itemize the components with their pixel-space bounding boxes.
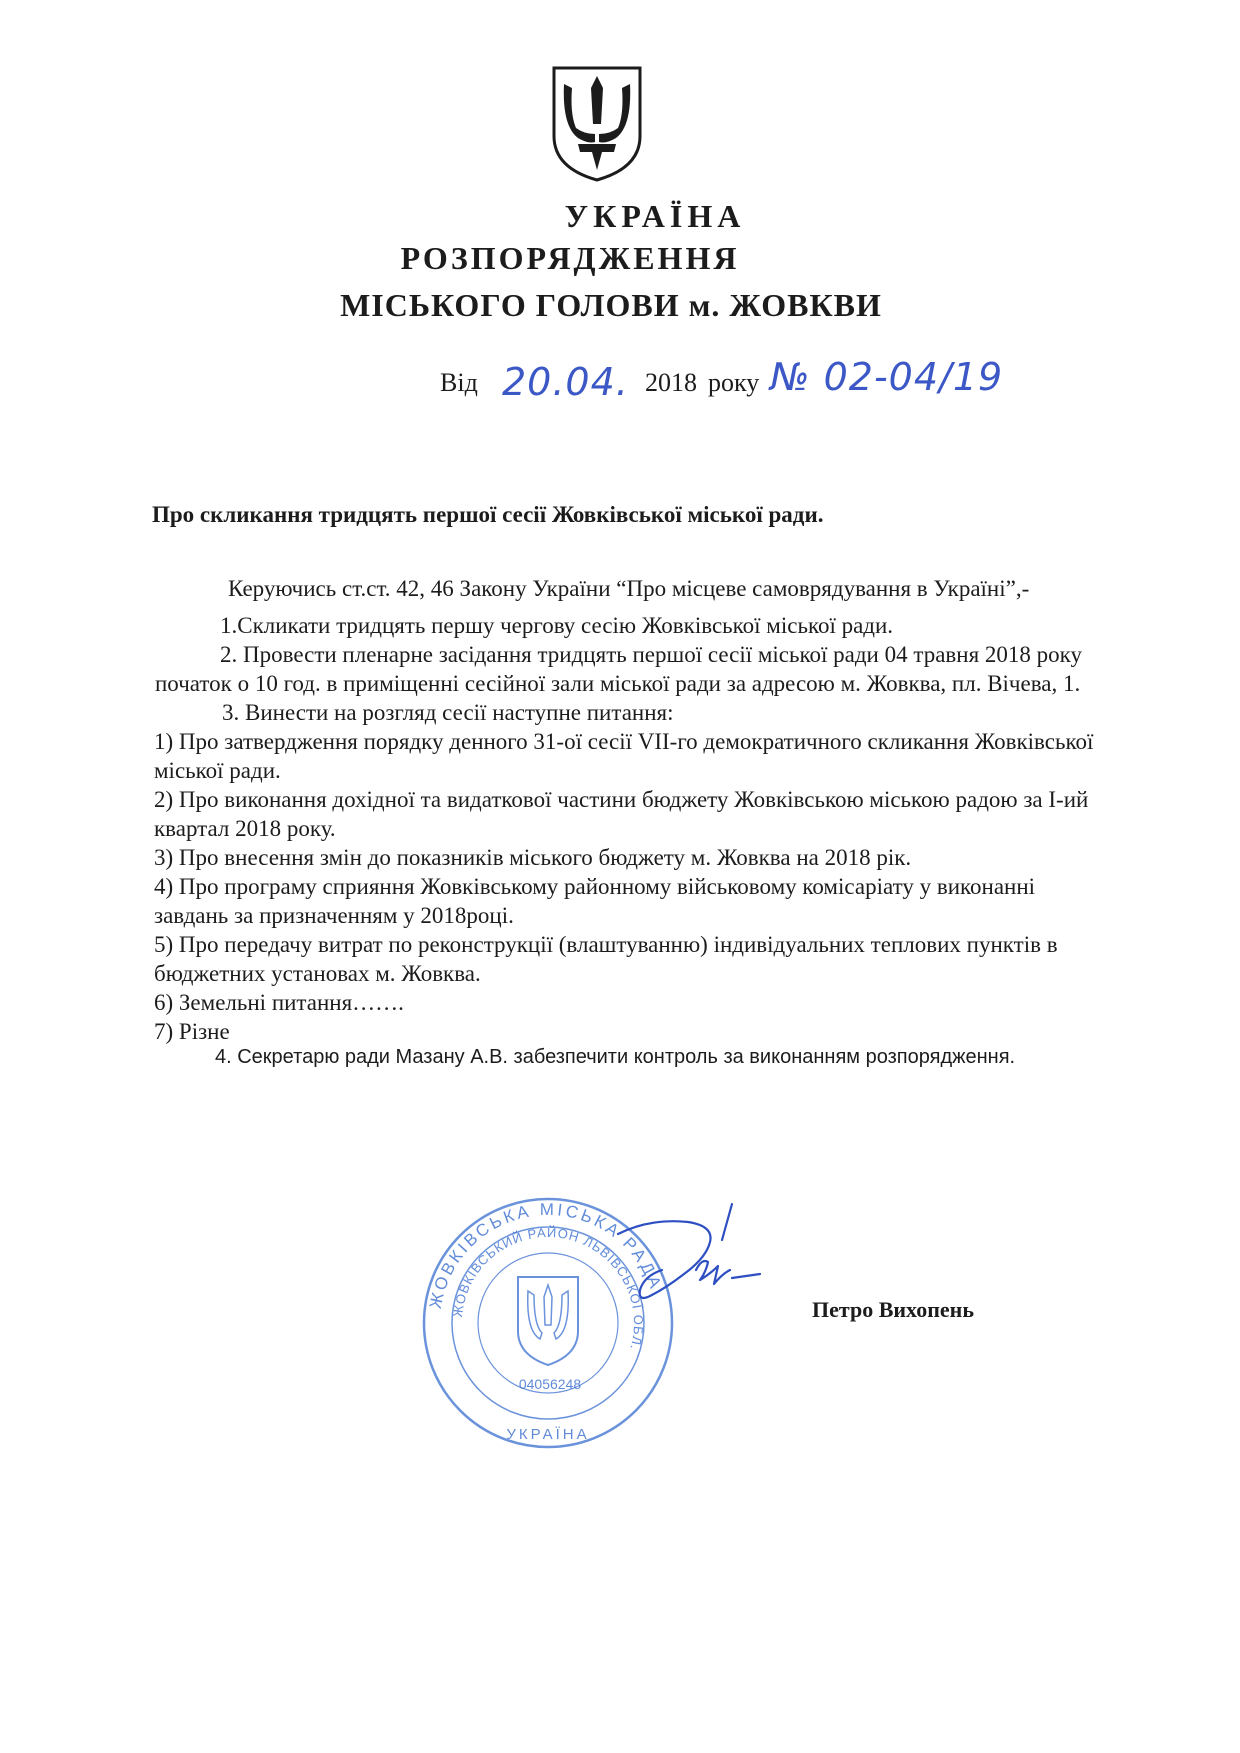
item-2-line-1: 2. Провести пленарне засідання тридцять першої сесії міської ради 04 травня 2018 року	[220, 642, 1083, 667]
issuer-title: МІСЬКОГО ГОЛОВИ м. ЖОВКВИ	[340, 287, 882, 323]
handwritten-signature-icon	[610, 1200, 780, 1320]
agenda-item: 1) Про затвердження порядку денного 31-ої сесії VII-го демократичного скликання Жовківської	[154, 729, 1094, 754]
agenda-item: 6) Земельні питання…….	[154, 990, 404, 1015]
agenda-item: 3) Про внесення змін до показників міського бюджету м. Жовква на 2018 рік.	[154, 845, 912, 870]
document-type-title: РОЗПОРЯДЖЕННЯ	[400, 240, 740, 276]
agenda-item-continuation: бюджетних установах м. Жовква.	[154, 961, 481, 986]
agenda-item: 4) Про програму сприяння Жовківському районному військовому комісаріату у виконанні	[154, 874, 1036, 899]
handwritten-date: 20.04.	[502, 360, 629, 404]
date-year: 2018	[645, 368, 697, 397]
stamp-outer-text: ЖОВКІВСЬКА МІСЬКА РАДА	[425, 1199, 666, 1311]
item-1: 1.Скликати тридцять першу чергову сесію Жовківської міської ради.	[220, 613, 894, 638]
item-4: 4. Секретарю ради Мазану А.В. забезпечити контроль за виконанням розпорядження.	[215, 1046, 1016, 1068]
stamp-code: 04056248	[518, 1376, 582, 1392]
item-2-line-2: початок о 10 год. в приміщенні сесійної зали міської ради за адресою м. Жовква, пл. Вічева, 1.	[155, 671, 1081, 696]
document-subject: Про скликання тридцять першої сесії Жовківської міської ради.	[152, 502, 824, 527]
date-prefix: Від	[440, 368, 478, 397]
agenda-item-continuation: міської ради.	[154, 758, 281, 783]
signer-name: Петро Вихопень	[812, 1297, 974, 1322]
agenda-item-continuation: квартал 2018 року.	[154, 816, 336, 841]
date-year-word: року	[708, 368, 760, 397]
stamp-inner-text: ЖОВКІВСЬКИЙ РАЙОН ЛЬВІВСЬКОЇ ОБЛ.	[450, 1224, 647, 1353]
country-title: УКРАЇНА	[564, 198, 746, 234]
item-3: 3. Винести на розгляд сесії наступне питання:	[222, 700, 674, 725]
agenda-item: 2) Про виконання дохідної та видаткової частини бюджету Жовківською міською радою за І-ий	[154, 787, 1089, 812]
agenda-item-continuation: завдань за призначенням у 2018році.	[154, 903, 514, 928]
preamble: Керуючись ст.ст. 42, 46 Закону України “Про місцеве самоврядування в Україні”,-	[228, 576, 1030, 601]
agenda-list	[154, 727, 1093, 1046]
agenda-item: 7) Різне	[154, 1019, 230, 1044]
trident-coat-of-arms-icon	[548, 64, 646, 182]
agenda-item: 5) Про передачу витрат по реконструкції (влаштуванню) індивідуальних теплових пунктів в	[154, 932, 1058, 957]
handwritten-document-number: № 02-04/19	[770, 355, 1004, 399]
stamp-bottom-text: УКРАЇНА	[506, 1426, 590, 1443]
